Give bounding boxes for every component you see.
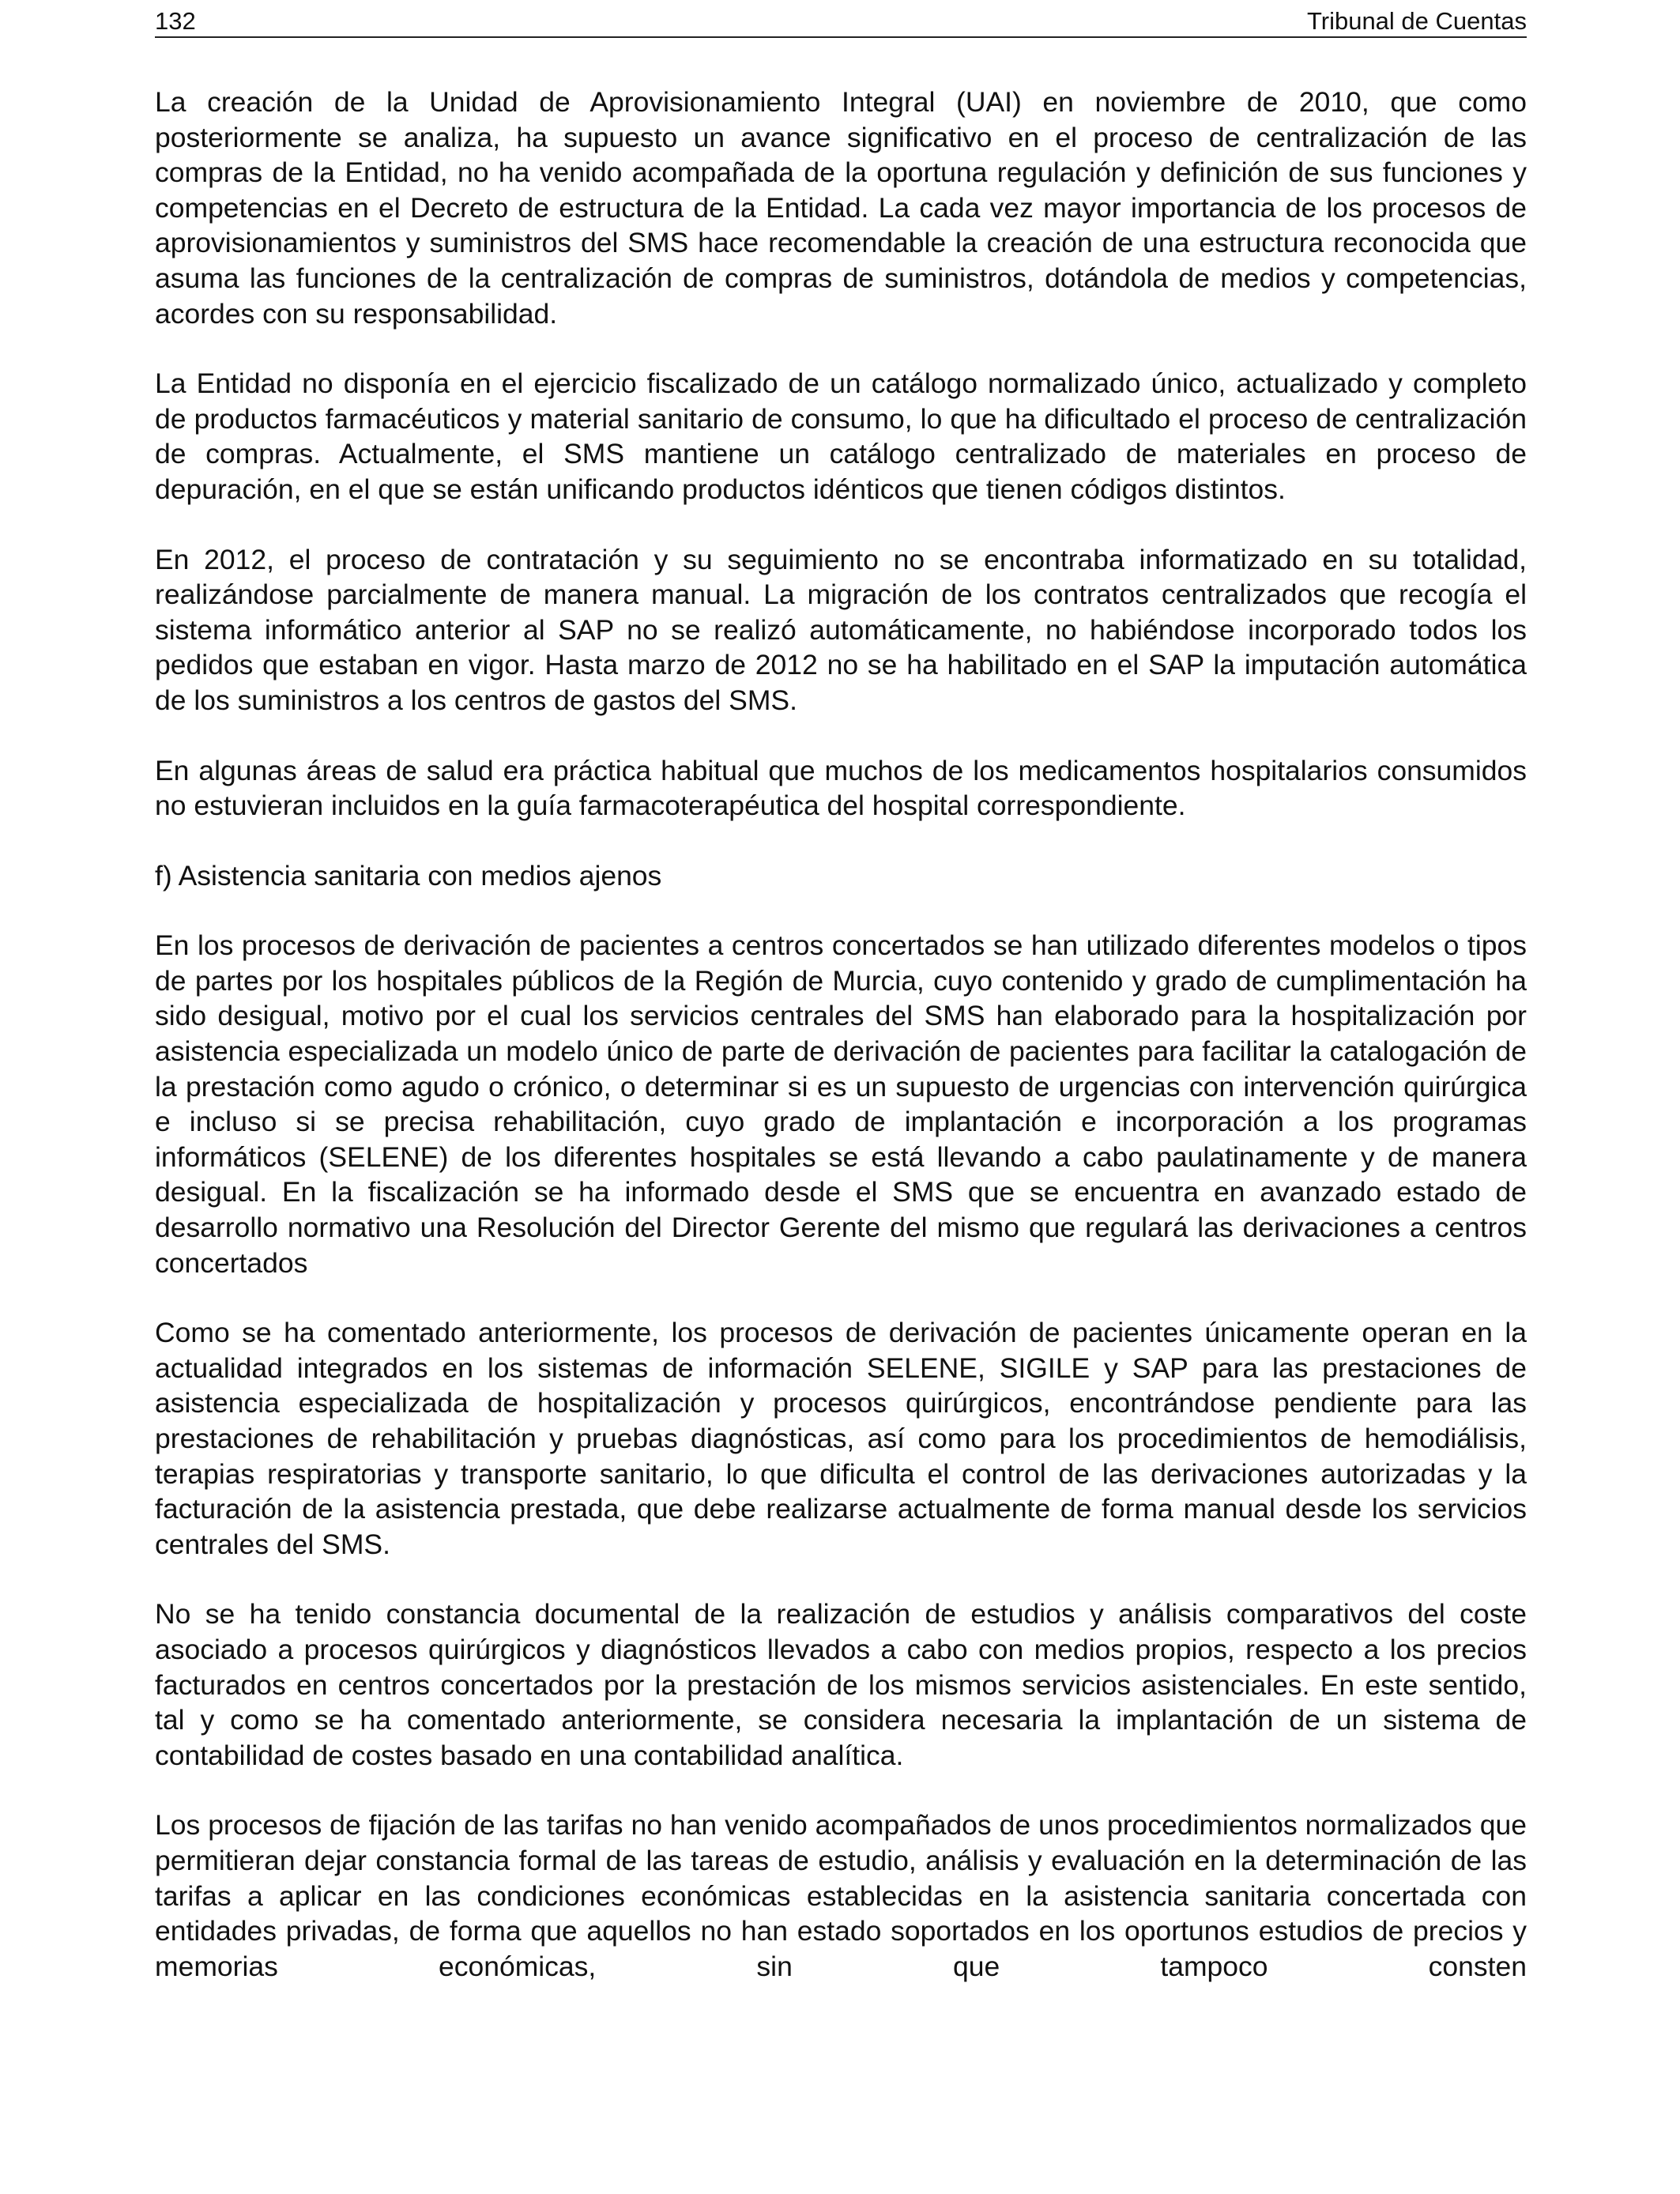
- running-header: [155, 6, 1527, 38]
- paragraph-contratacion: En 2012, el proceso de contratación y su seguimiento no se encontraba informatizado en su totalidad, realizándose parcialmente de manera manual. La migración de los contratos centralizados que recogía el sistema informático anterior al SAP no se realizó automáticamente, no habiéndose incorporado todos los pedidos que estaban en vigor. Hasta marzo de 2012 no se ha habilitado en el SAP la imputación automática de los suministros a los centros de gastos del SMS.: [155, 543, 1527, 716]
- document-body: [155, 85, 1527, 1984]
- paragraph-uai: La creación de la Unidad de Aprovisionamiento Integral (UAI) en noviembre de 2010, que como posteriormente se analiza, ha supuesto un avance significativo en el proceso de centralización de las compras de la Entidad, no ha venido acompañada de la oportuna regulación y definición de sus funciones y competencias en el Decreto de estructura de la Entidad. La cada vez mayor importancia de los procesos de aprovisionamientos y suministros del SMS hace recomendable la creación de una estructura reconocida que asuma las funciones de la centralización de compras de suministros, dotándola de medios y competencias, acordes con su responsabilidad.: [155, 86, 1527, 330]
- paragraph-costes: No se ha tenido constancia documental de la realización de estudios y análisis comparativos del coste asociado a procesos quirúrgicos y diagnósticos llevados a cabo con medios propios, respecto a los precios facturados en centros concertados por la prestación de los mismos servicios asistenciales. En este sentido, tal y como se ha comentado anteriormente, se considera necesaria la implantación de un sistema de contabilidad de costes basado en una contabilidad analítica.: [155, 1598, 1527, 1771]
- paragraph-derivacion: En los procesos de derivación de pacientes a centros concertados se han utilizado diferentes modelos o tipos de partes por los hospitales públicos de la Región de Murcia, cuyo contenido y grado de cumplimentación ha sido desigual, motivo por el cual los servicios centrales del SMS han elaborado para la hospitalización por asistencia especializada un modelo único de parte de derivación de pacientes para facilitar la catalogación de la prestación como agudo o crónico, o determinar si es un supuesto de urgencias con intervención quirúrgica e incluso si se precisa rehabilitación, cuyo grado de implantación e incorporación a los programas informáticos (SELENE) de los diferentes hospitales se está llevando a cabo paulatinamente y de manera desigual. En la fiscalización se ha informado desde el SMS que se encuentra en avanzado estado de desarrollo normativo una Resolución del Director Gerente del mismo que regulará las derivaciones a centros concertados: [155, 929, 1527, 1279]
- header-organization: Tribunal de Cuentas: [1306, 7, 1527, 35]
- paragraph-tarifas: Los procesos de fijación de las tarifas no han venido acompañados de unos procedimientos normalizados que permitieran dejar constancia formal de las tareas de estudio, análisis y evaluación en la determinación de las tarifas a aplicar en las condiciones económicas establecidas en la asistencia sanitaria concertada con entidades privadas, de forma que aquellos no han estado soportados en los oportunos estudios de precios y memorias económicas, sin que tampoco consten: [155, 1809, 1527, 1982]
- document-page: [155, 0, 1527, 2194]
- paragraph-medicamentos: En algunas áreas de salud era práctica habitual que muchos de los medicamentos hospitalarios consumidos no estuvieran incluidos en la guía farmacoterapéutica del hospital correspondiente.: [155, 754, 1527, 822]
- paragraph-catalogo: La Entidad no disponía en el ejercicio fiscalizado de un catálogo normalizado único, actualizado y completo de productos farmacéuticos y material sanitario de consumo, lo que ha dificultado el proceso de centralización de compras. Actualmente, el SMS mantiene un catálogo centralizado de materiales en proceso de depuración, en el que se están unificando productos idénticos que tienen códigos distintos.: [155, 368, 1527, 505]
- paragraph-sistemas-informacion: Como se ha comentado anteriormente, los procesos de derivación de pacientes únicamente operan en la actualidad integrados en los sistemas de información SELENE, SIGILE y SAP para las prestaciones de asistencia especializada de hospitalización y procesos quirúrgicos, encontrándose pendiente para las prestaciones de rehabilitación y pruebas diagnósticas, así como para los procedimientos de hemodiálisis, terapias respiratorias y transporte sanitario, lo que dificulta el control de las derivaciones autorizadas y la facturación de la asistencia prestada, que debe realizarse actualmente de forma manual desde los servicios centrales del SMS.: [155, 1317, 1527, 1560]
- page-number: 132: [155, 7, 196, 35]
- section-subheading: f) Asistencia sanitaria con medios ajenos: [155, 859, 662, 892]
